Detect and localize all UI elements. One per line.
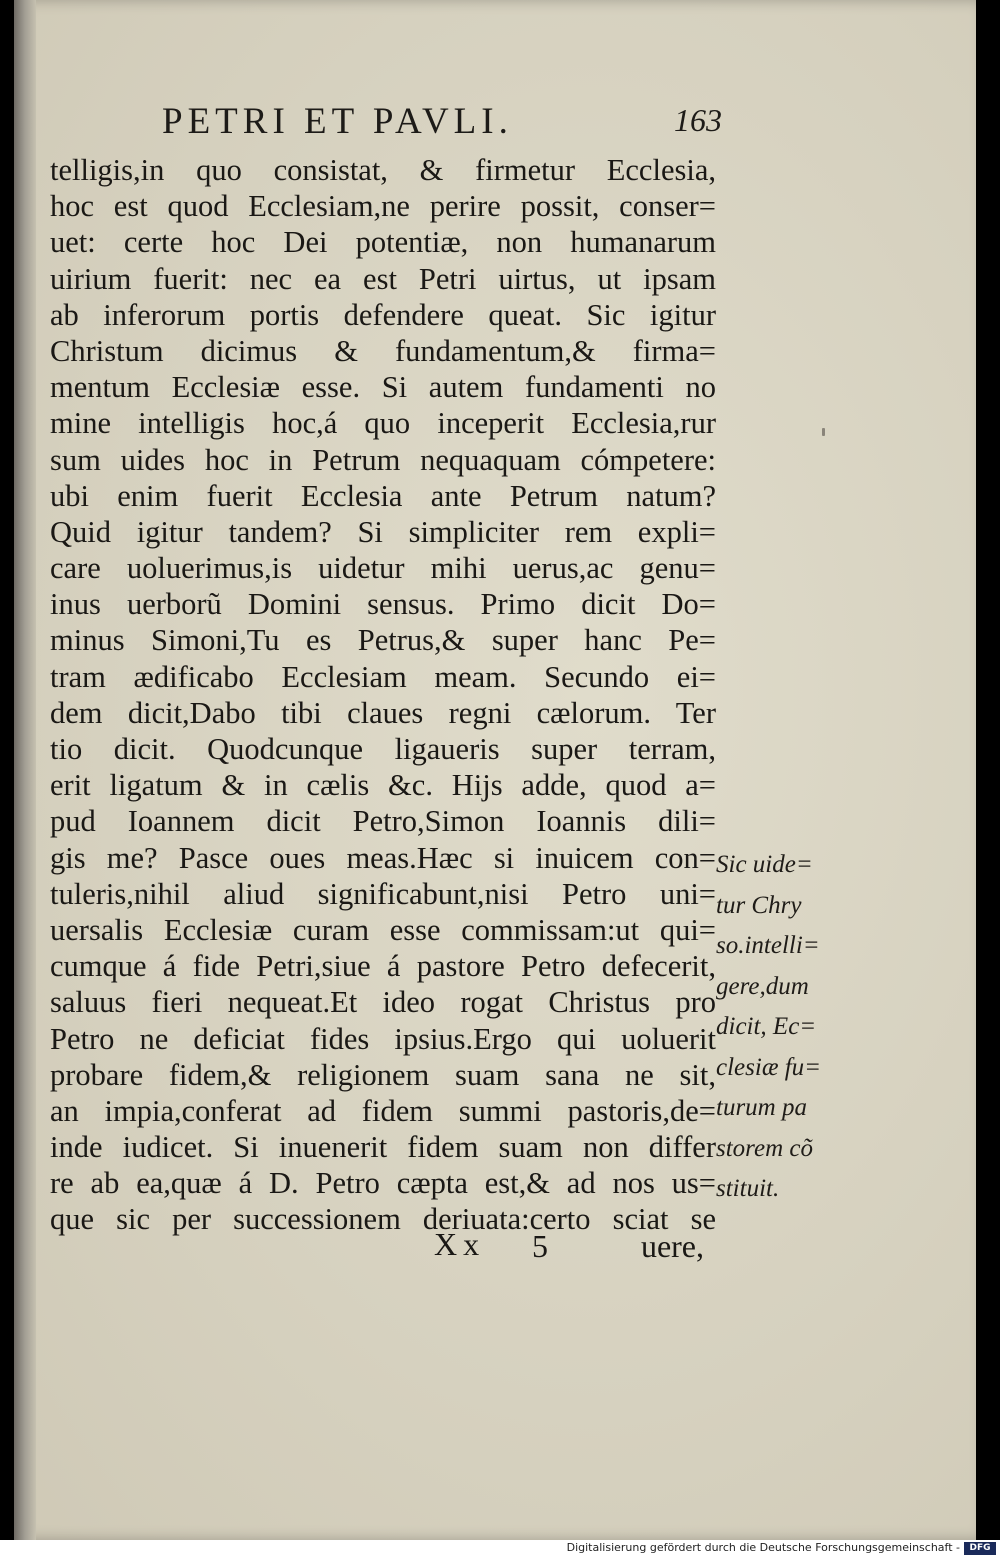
text-line: uersalis Ecclesiæ curam esse commissam:ut qui= xyxy=(50,912,716,947)
text-line: inde iudicet. Si inuenerit fidem suam non differ xyxy=(50,1130,716,1165)
margin-mark xyxy=(822,428,825,436)
signature-line xyxy=(434,1226,704,1266)
marginal-line: tur Chry xyxy=(716,891,802,919)
text-line: mine intelligis hoc,á quo inceperit Ecclesia,rur xyxy=(50,406,716,441)
running-title: PETRI ET PAVLI. xyxy=(162,101,513,142)
marginal-note xyxy=(716,845,846,1210)
marginal-line: Sic uide= xyxy=(716,851,813,878)
text-line: dem dicit,Dabo tibi claues regni cælorum. Ter xyxy=(50,695,716,730)
body-text xyxy=(50,152,716,1238)
signature-number: 5 xyxy=(532,1228,548,1264)
signature-mark: Xx xyxy=(434,1226,486,1262)
text-line: hoc est quod Ecclesiam,ne perire possit, conser= xyxy=(50,189,716,224)
marginal-line: dicit, Ec= xyxy=(716,1013,817,1040)
text-line: probare fidem,& religionem suam sana ne sit, xyxy=(50,1057,716,1092)
marginal-line: turum pa xyxy=(716,1094,807,1121)
text-line: cumque á fide Petri,siue á pastore Petro defecerit, xyxy=(50,949,716,984)
text-line: ubi enim fuerit Ecclesia ante Petrum natum? xyxy=(50,478,716,513)
page-number: 163 xyxy=(674,102,722,138)
text-line: mentum Ecclesiæ esse. Si autem fundamenti no xyxy=(50,370,716,405)
text-line: re ab ea,quæ á D. Petro cæpta est,& ad nos us= xyxy=(50,1166,716,1201)
text-line: Petro ne deficiat fides ipsius.Ergo qui uoluerit xyxy=(50,1021,716,1056)
text-line: sum uides hoc in Petrum nequaquam cómpetere: xyxy=(50,442,716,477)
text-line: tram ædificabo Ecclesiam meam. Secundo ei= xyxy=(50,659,716,694)
page-gutter xyxy=(14,0,36,1540)
text-line: que sic per successionem deriuata:certo sciat se xyxy=(50,1202,716,1237)
text-line: pud Ioannem dicit Petro,Simon Ioannis dili= xyxy=(50,804,716,839)
marginal-line: storem cõ xyxy=(716,1134,813,1162)
marginal-line: so.intelli= xyxy=(716,932,820,959)
funding-credit: Digitalisierung gefördert durch die Deutsche Forschungsgemeinschaft - xyxy=(566,1541,960,1554)
text-line: an impia,conferat ad fidem summi pastoris,de= xyxy=(50,1093,716,1128)
text-line: saluus fieri nequeat.Et ideo rogat Christus pro xyxy=(50,985,716,1020)
text-line: inus uerborũ Domini sensus. Primo dicit Do= xyxy=(50,587,716,622)
marginal-line: clesiæ fu= xyxy=(716,1053,822,1081)
marginal-line: stituit. xyxy=(716,1175,780,1202)
marginal-line: gere,dum xyxy=(716,972,809,1000)
text-line: gis me? Pasce oues meas.Hæc si inuicem con= xyxy=(50,840,716,875)
text-line: Quid igitur tandem? Si simpliciter rem expli= xyxy=(50,514,716,549)
text-line: care uoluerimus,is uidetur mihi uerus,ac genu= xyxy=(50,551,716,586)
text-line: telligis,in quo consistat, & firmetur Ecclesia, xyxy=(50,153,716,187)
running-head xyxy=(162,100,722,148)
text-line: tuleris,nihil aliud significabunt,nisi Petro uni= xyxy=(50,876,716,911)
text-line: erit ligatum & in cælis &c. Hijs adde, quod a= xyxy=(50,768,716,803)
catchword: uere, xyxy=(640,1228,704,1264)
text-line: minus Simoni,Tu es Petrus,& super hanc Pe= xyxy=(50,623,716,658)
text-line: tio dicit. Quodcunque ligaueris super terram, xyxy=(50,732,716,766)
book-page xyxy=(14,0,976,1540)
footer-bar xyxy=(0,1540,1000,1558)
text-line: ab inferorum portis defendere queat. Sic igitur xyxy=(50,297,716,332)
dfg-logo: DFG xyxy=(964,1542,996,1555)
text-line: uet: certe hoc Dei potentiæ, non humanarum xyxy=(50,225,716,260)
text-line: Christum dicimus & fundamentum,& firma= xyxy=(50,333,716,368)
text-line: uirium fuerit: nec ea est Petri uirtus, ut ipsam xyxy=(50,261,716,296)
